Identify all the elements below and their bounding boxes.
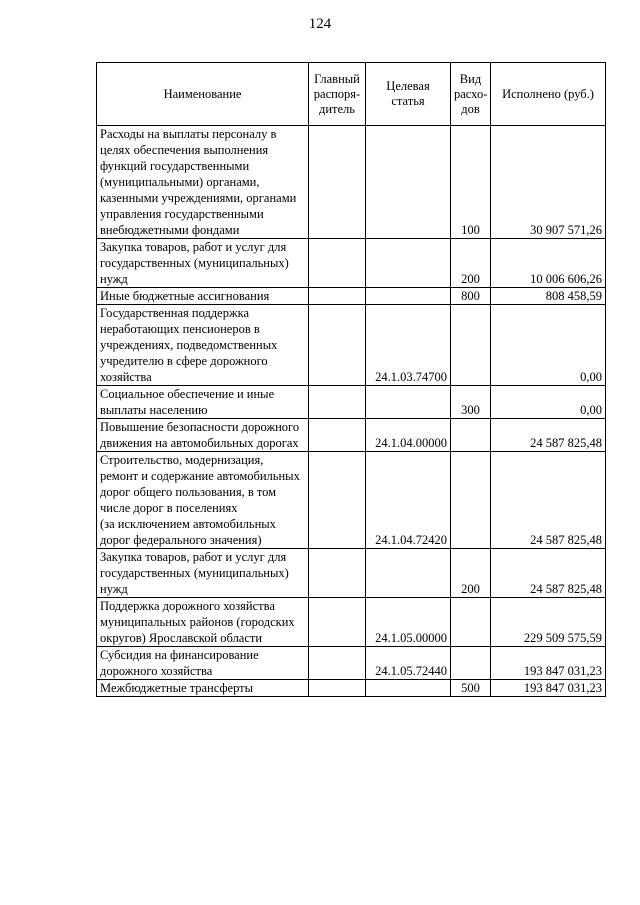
row-name: Социальное обеспечение и иные выплаты населению xyxy=(97,386,309,419)
row-name: Межбюджетные трансферты xyxy=(97,680,309,697)
budget-table xyxy=(96,62,606,697)
row-main-manager xyxy=(309,305,366,386)
row-target-article: 24.1.04.72420 xyxy=(366,452,451,549)
row-main-manager xyxy=(309,549,366,598)
table-header-row xyxy=(97,63,606,126)
row-target-article xyxy=(366,386,451,419)
row-main-manager xyxy=(309,126,366,239)
header-expense-type: Вид расхо-дов xyxy=(451,63,491,126)
row-main-manager xyxy=(309,680,366,697)
row-main-manager xyxy=(309,386,366,419)
row-executed-amount: 193 847 031,23 xyxy=(491,680,606,697)
row-name: Субсидия на финансирование дорожного хозяйства xyxy=(97,647,309,680)
row-executed-amount: 0,00 xyxy=(491,305,606,386)
row-expense-type xyxy=(451,598,491,647)
row-name: Государственная поддержка неработающих пенсионеров в учреждениях, подведомственных учредителю в сфере дорожного хозяйства xyxy=(97,305,309,386)
header-executed: Исполнено (руб.) xyxy=(491,63,606,126)
table-row xyxy=(97,647,606,680)
row-executed-amount: 10 006 606,26 xyxy=(491,239,606,288)
row-name: Закупка товаров, работ и услуг для государственных (муниципальных) нужд xyxy=(97,239,309,288)
row-executed-amount: 808 458,59 xyxy=(491,288,606,305)
table-row xyxy=(97,126,606,239)
row-target-article: 24.1.03.74700 xyxy=(366,305,451,386)
row-target-article xyxy=(366,239,451,288)
table-row xyxy=(97,305,606,386)
row-expense-type: 200 xyxy=(451,549,491,598)
row-main-manager xyxy=(309,419,366,452)
table-row xyxy=(97,386,606,419)
row-executed-amount: 193 847 031,23 xyxy=(491,647,606,680)
row-expense-type: 500 xyxy=(451,680,491,697)
row-name: Закупка товаров, работ и услуг для государственных (муниципальных) нужд xyxy=(97,549,309,598)
row-name: Иные бюджетные ассигнования xyxy=(97,288,309,305)
row-name: Поддержка дорожного хозяйства муниципальных районов (городских округов) Ярославской области xyxy=(97,598,309,647)
row-executed-amount: 24 587 825,48 xyxy=(491,452,606,549)
row-target-article xyxy=(366,126,451,239)
row-expense-type xyxy=(451,419,491,452)
table-row xyxy=(97,598,606,647)
row-main-manager xyxy=(309,598,366,647)
row-expense-type: 800 xyxy=(451,288,491,305)
table-row xyxy=(97,680,606,697)
row-main-manager xyxy=(309,647,366,680)
row-executed-amount: 24 587 825,48 xyxy=(491,419,606,452)
header-name: Наименование xyxy=(97,63,309,126)
row-expense-type xyxy=(451,305,491,386)
row-target-article xyxy=(366,549,451,598)
row-expense-type: 100 xyxy=(451,126,491,239)
row-target-article xyxy=(366,680,451,697)
row-main-manager xyxy=(309,288,366,305)
page-number: 124 xyxy=(308,16,332,32)
row-target-article: 24.1.04.00000 xyxy=(366,419,451,452)
row-executed-amount: 0,00 xyxy=(491,386,606,419)
table-row xyxy=(97,239,606,288)
row-target-article: 24.1.05.00000 xyxy=(366,598,451,647)
row-main-manager xyxy=(309,452,366,549)
table-row xyxy=(97,288,606,305)
table-row xyxy=(97,452,606,549)
row-executed-amount: 30 907 571,26 xyxy=(491,126,606,239)
row-name: Расходы на выплаты персоналу в целях обеспечения выполнения функций государственными (муниципальными) органами, казенными учреждениями, органами управления государственными внебюджетными фондами xyxy=(97,126,309,239)
header-main-manager: Главный распоря-дитель xyxy=(309,63,366,126)
row-name: Повышение безопасности дорожного движения на автомобильных дорогах xyxy=(97,419,309,452)
row-name: Строительство, модернизация, ремонт и содержание автомобильных дорог общего пользования, в том числе дорог в поселениях (за исключением автомобильных дорог федерального значения) xyxy=(97,452,309,549)
row-expense-type: 200 xyxy=(451,239,491,288)
row-main-manager xyxy=(309,239,366,288)
header-target-article: Целевая статья xyxy=(366,63,451,126)
row-target-article: 24.1.05.72440 xyxy=(366,647,451,680)
row-expense-type xyxy=(451,452,491,549)
row-expense-type: 300 xyxy=(451,386,491,419)
table-body xyxy=(97,126,606,697)
row-executed-amount: 24 587 825,48 xyxy=(491,549,606,598)
row-target-article xyxy=(366,288,451,305)
row-executed-amount: 229 509 575,59 xyxy=(491,598,606,647)
row-expense-type xyxy=(451,647,491,680)
table-row xyxy=(97,419,606,452)
table-row xyxy=(97,549,606,598)
